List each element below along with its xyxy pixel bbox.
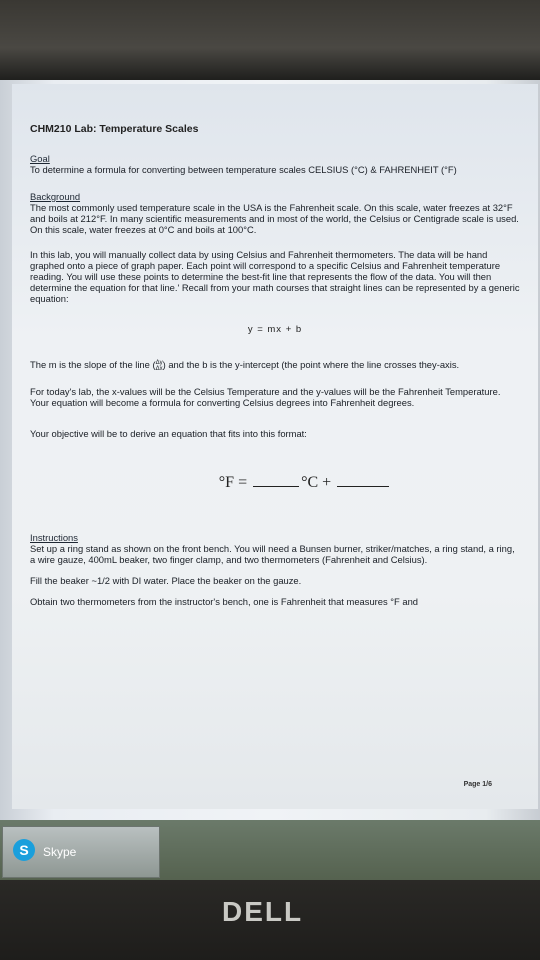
slope-text-b: ) and the b is the y-intercept (the point where the line crosses they-axis. <box>162 359 460 370</box>
background-section <box>30 191 520 235</box>
formula-blank-slope <box>253 486 299 487</box>
document-body <box>30 124 520 617</box>
instructions-paragraph-2: Fill the beaker ~1/2 with DI water. Place the beaker on the gauze. <box>30 574 302 586</box>
monitor-brand-logo: DELL <box>222 896 304 927</box>
slope-text-a: The m is the slope of the line ( <box>30 359 156 370</box>
formula-left: °F = <box>218 473 248 491</box>
goal-heading: Goal <box>30 153 50 164</box>
objective-paragraph: Your objective will be to derive an equation that fits into this format: <box>30 427 307 439</box>
goal-section <box>30 153 520 175</box>
slope-fraction <box>156 360 163 372</box>
slope-fraction-top: Δy <box>155 359 163 366</box>
instructions-paragraph-1: Set up a ring stand as shown on the front bench. You will need a Bunsen burner, striker/matches, a ring stand, a ring, a wire gauze, 400mL beaker, two finger clamp, and two thermometers (Fahrenheit and Celsius). <box>30 542 515 565</box>
taskbar-skype-button[interactable] <box>2 826 160 878</box>
page-number: Page 1/6 <box>463 781 492 788</box>
background-heading: Background <box>30 191 81 202</box>
monitor-top-bezel <box>0 0 540 80</box>
background-paragraph-2: In this lab, you will manually collect data by using Celsius and Fahrenheit thermometers. The data will be hand graphed onto a piece of graph paper. Each point will correspond to a specific Celsius and Fahrenheit temperature reading. You will use these points to determine the best-fit line that represents the flow of the data. You will then determine the equation for that line.' Recall from your math courses that straight lines can be represented by a generic equation: <box>30 249 520 304</box>
instructions-paragraph-3: Obtain two thermometers from the instructor's bench, one is Fahrenheit that measures °F and <box>30 595 419 607</box>
generic-equation: y = mx + b <box>247 324 303 335</box>
background-paragraph-1: The most commonly used temperature scale in the USA is the Fahrenheit scale. On this scale, water freezes at 32°F and boils at 212°F. In many scientific measurements and in most of the world, the Celsius or Centigrade scale is used. On this scale, water freezes at 0°C and boils at 100°C. <box>30 202 519 235</box>
slope-fraction-bottom: Δx <box>155 365 163 372</box>
document-title: CHM210 Lab: Temperature Scales <box>30 123 199 135</box>
slope-paragraph <box>30 359 520 372</box>
document-page[interactable] <box>12 84 538 809</box>
instructions-section <box>30 532 520 565</box>
formula-blank-intercept <box>337 486 389 487</box>
skype-label: Skype <box>43 845 77 859</box>
skype-icon: S <box>13 839 35 861</box>
goal-text: To determine a formula for converting between temperature scales CELSIUS (°C) & FAHRENHEIT (°F) <box>30 164 457 175</box>
formula-mid: °C + <box>301 473 332 491</box>
instructions-heading: Instructions <box>30 531 78 543</box>
xy-paragraph: For today's lab, the x-values will be the Celsius Temperature and the y-values will be the Fahrenheit Temperature. Your equation will become a formula for converting Celsius degrees into Fahrenheit degrees. <box>30 385 501 408</box>
conversion-formula <box>90 473 520 491</box>
